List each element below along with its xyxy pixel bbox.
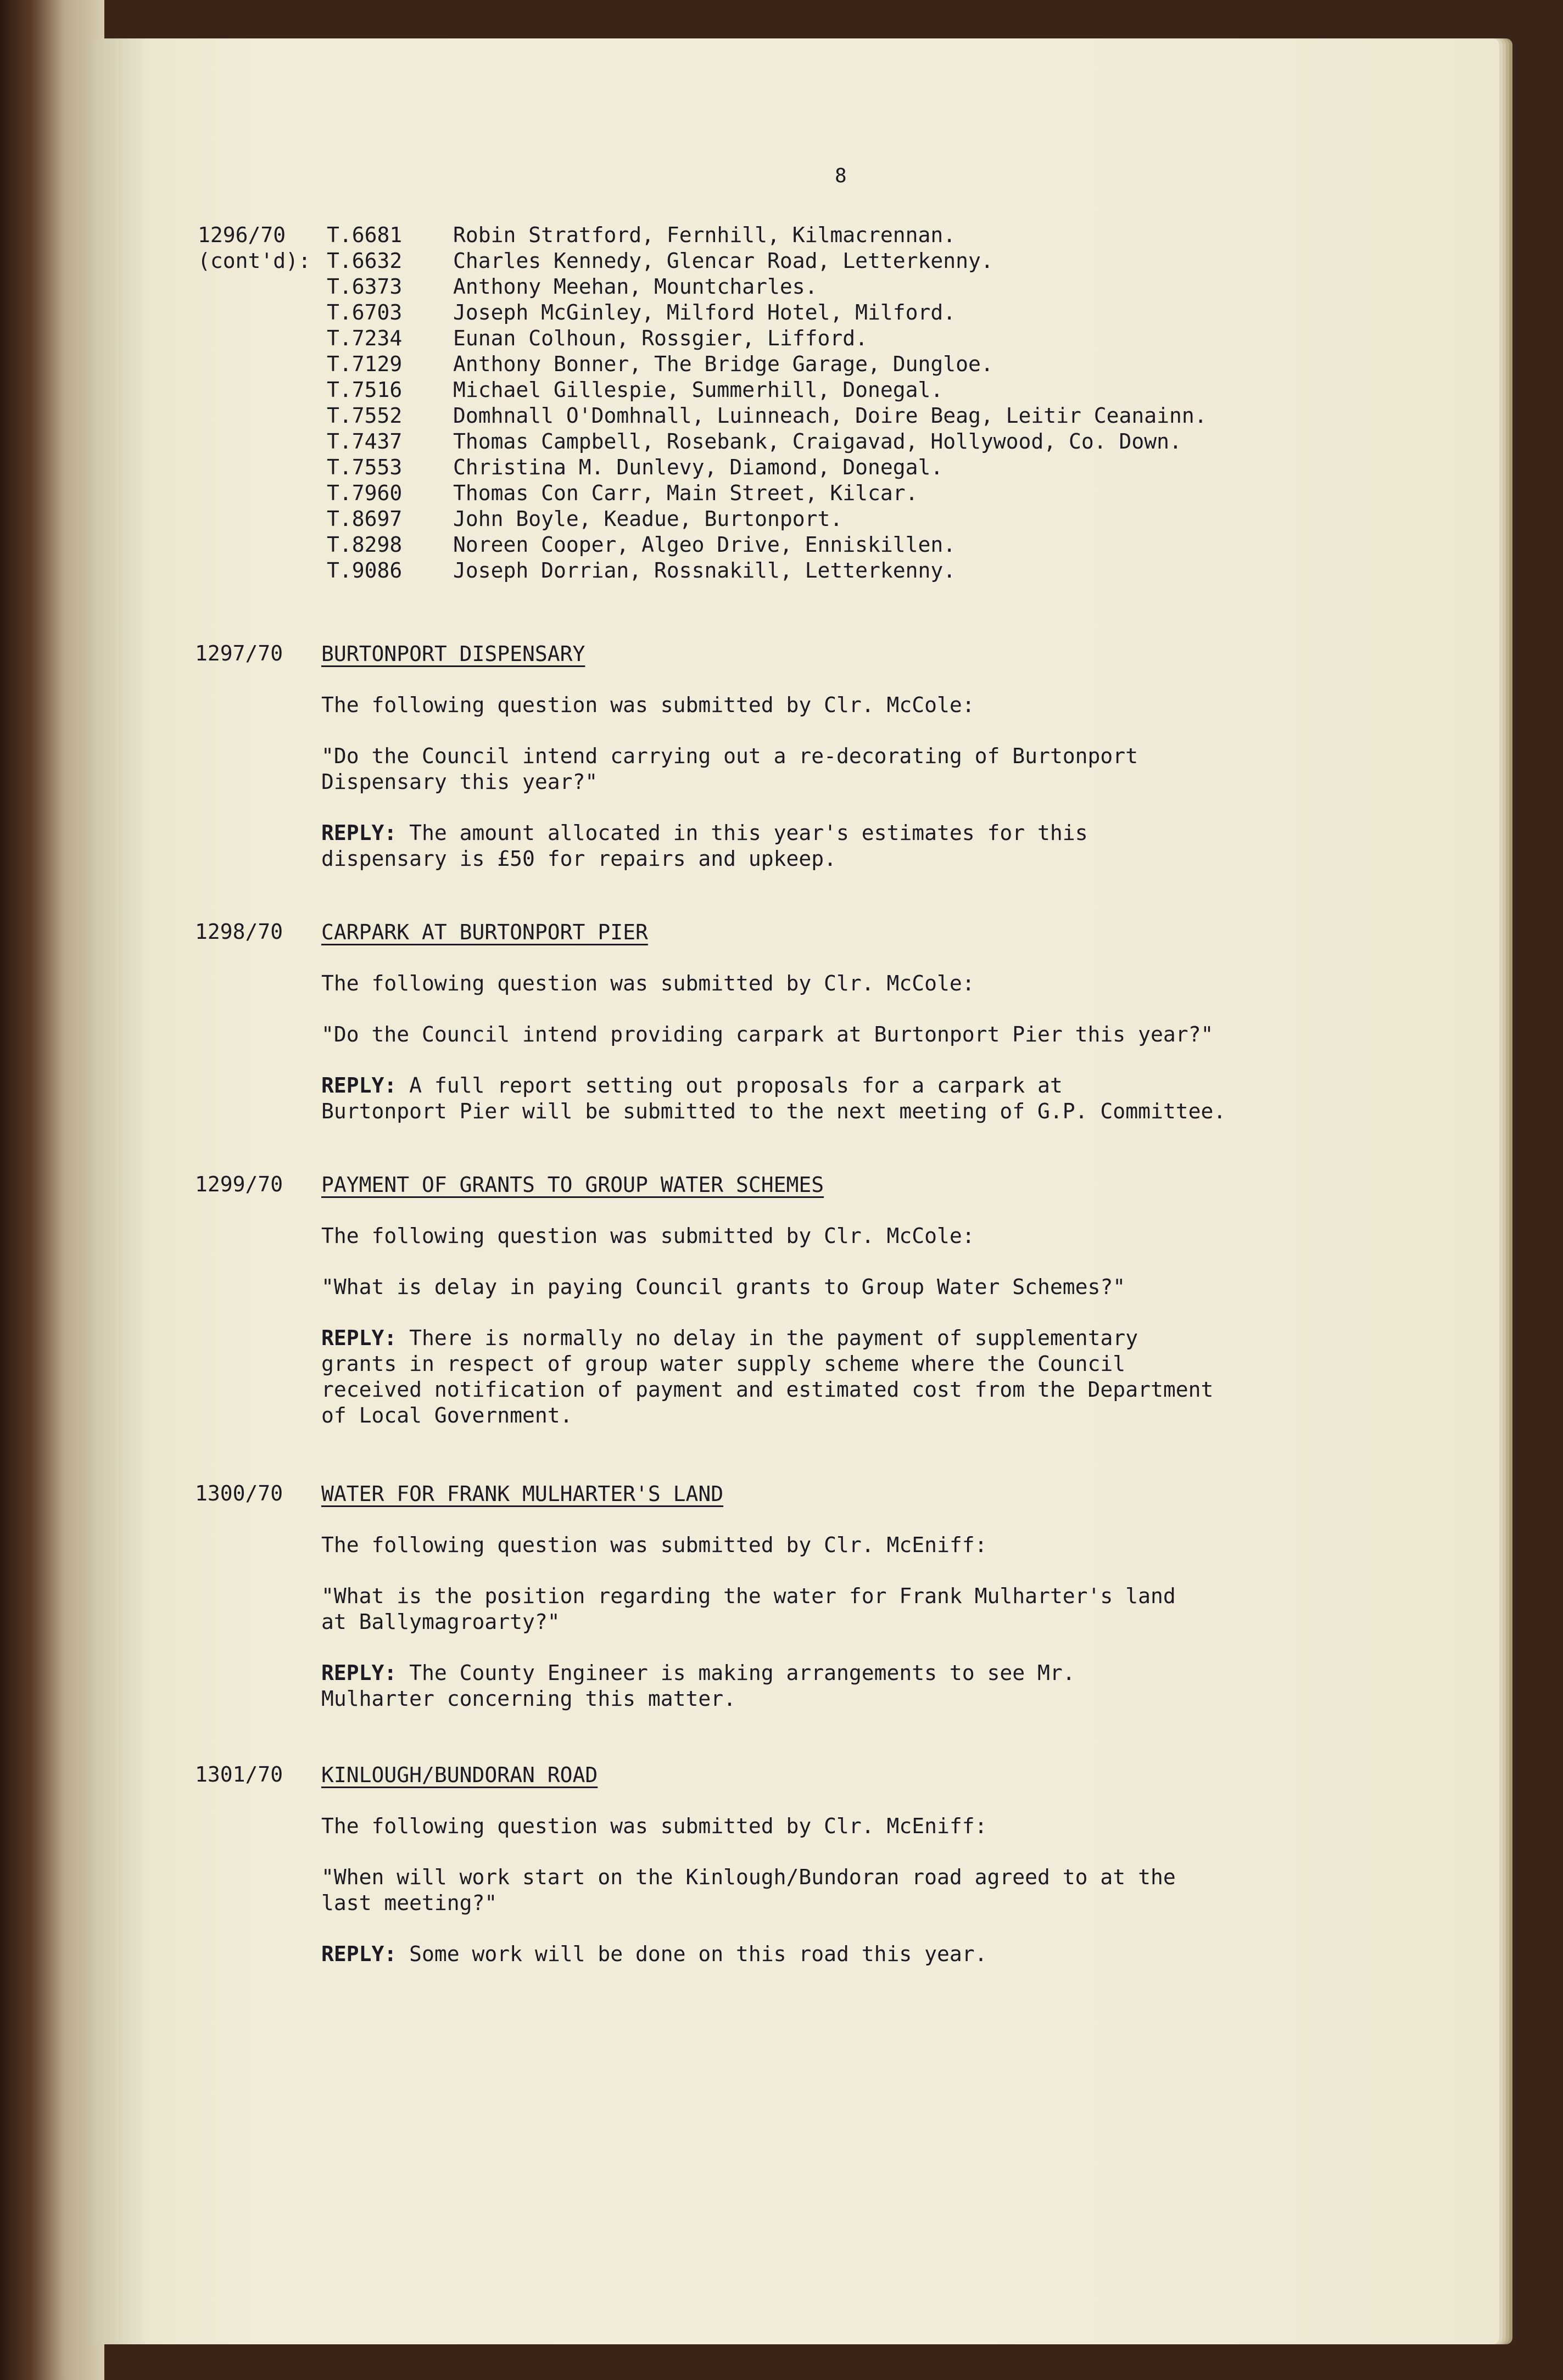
reference-number: T.7552 [327, 404, 403, 428]
list-item: Eunan Colhoun, Rossgier, Lifford. [453, 326, 868, 350]
item-heading: KINLOUGH/BUNDORAN ROAD [321, 1763, 598, 1787]
reply-paragraph [321, 1073, 1392, 1124]
list-item: Christina M. Dunlevy, Diamond, Donegal. [453, 455, 944, 479]
item-number: 1301/70 [195, 1762, 283, 1787]
item-number: 1300/70 [195, 1481, 283, 1505]
list-item: Thomas Con Carr, Main Street, Kilcar. [453, 481, 918, 505]
reply-text: The amount allocated in this year's estimates for this dispensary is £50 for repairs and upkeep. [321, 821, 1088, 871]
item-heading: BURTONPORT DISPENSARY [321, 642, 585, 666]
reference-number: T.7516 [327, 378, 403, 402]
question-intro: The following question was submitted by Clr. McEniff: [321, 1814, 987, 1838]
question-intro: The following question was submitted by Clr. McCole: [321, 971, 975, 995]
list-item: John Boyle, Keadue, Burtonport. [453, 507, 843, 531]
list-item: Anthony Meehan, Mountcharles. [453, 275, 818, 299]
reply-label: REPLY: [321, 821, 397, 845]
reference-number: T.6703 [327, 300, 403, 324]
list-item: Joseph McGinley, Milford Hotel, Milford. [453, 300, 956, 324]
reply-label: REPLY: [321, 1661, 397, 1685]
reply-text: The County Engineer is making arrangements to see Mr. Mulharter concerning this matter. [321, 1661, 1075, 1711]
reply-text: There is normally no delay in the payment of supplementary grants in respect of group water supply scheme where the Council received notification of payment and estimated cost from the Department of Local Government. [321, 1326, 1214, 1427]
reference-number: T.7553 [327, 455, 403, 479]
reply-label: REPLY: [321, 1073, 397, 1097]
list-item: Thomas Campbell, Rosebank, Craigavad, Hollywood, Co. Down. [453, 429, 1182, 453]
reply-text: Some work will be done on this road this year. [397, 1942, 987, 1966]
reply-paragraph [321, 1660, 1392, 1712]
reference-number: T.7129 [327, 352, 403, 376]
reference-number: T.7437 [327, 429, 403, 453]
continued-list [198, 222, 1406, 584]
continued-label: (cont'd): [198, 249, 311, 273]
reference-number: T.7960 [327, 481, 403, 505]
item-heading: CARPARK AT BURTONPORT PIER [321, 920, 648, 944]
question-text: "Do the Council intend providing carpark at Burtonport Pier this year?" [321, 1022, 1214, 1046]
page-number: 8 [835, 165, 847, 187]
book-binding [0, 0, 104, 2380]
list-item: Anthony Bonner, The Bridge Garage, Dungloe. [453, 352, 993, 376]
reference-number: T.6681 [327, 223, 403, 247]
item-number: 1297/70 [195, 641, 283, 665]
reference-number: T.8697 [327, 507, 403, 531]
reference-number: T.6632 [327, 249, 403, 273]
question-text: "What is the position regarding the water for Frank Mulharter's land at Ballymagroarty?" [321, 1584, 1176, 1634]
reference-number: T.9086 [327, 558, 403, 583]
list-item: Charles Kennedy, Glencar Road, Letterkenny. [453, 249, 993, 273]
question-intro: The following question was submitted by Clr. McEniff: [321, 1533, 987, 1557]
list-item: Michael Gillespie, Summerhill, Donegal. [453, 378, 944, 402]
question-intro: The following question was submitted by Clr. McCole: [321, 1224, 975, 1248]
reference-number: T.8298 [327, 533, 403, 557]
question-text: "What is delay in paying Council grants to Group Water Schemes?" [321, 1275, 1126, 1299]
item-heading: PAYMENT OF GRANTS TO GROUP WATER SCHEMES [321, 1173, 824, 1197]
question-text: "When will work start on the Kinlough/Bundoran road agreed to at the last meeting?" [321, 1865, 1176, 1915]
list-item: Joseph Dorrian, Rossnakill, Letterkenny. [453, 558, 956, 583]
list-item: Robin Stratford, Fernhill, Kilmacrennan. [453, 223, 956, 247]
item-number: 1299/70 [195, 1172, 283, 1196]
item-number: 1296/70 [198, 223, 286, 247]
question-intro: The following question was submitted by Clr. McCole: [321, 693, 975, 717]
list-item: Domhnall O'Domhnall, Luinneach, Doire Beag, Leitir Ceanainn. [453, 404, 1207, 428]
item-number: 1298/70 [195, 920, 283, 944]
list-item: Noreen Cooper, Algeo Drive, Enniskillen. [453, 533, 956, 557]
reference-number: T.7234 [327, 326, 403, 350]
item-heading: WATER FOR FRANK MULHARTER'S LAND [321, 1482, 724, 1506]
reply-label: REPLY: [321, 1942, 397, 1966]
reply-paragraph [321, 820, 1392, 872]
question-text: "Do the Council intend carrying out a re-decorating of Burtonport Dispensary this year?" [321, 744, 1138, 794]
reply-text: A full report setting out proposals for a carpark at Burtonport Pier will be submitted to the next meeting of G.P. Committee. [321, 1073, 1226, 1123]
reply-paragraph [321, 1941, 1392, 1967]
reply-label: REPLY: [321, 1326, 397, 1350]
reference-number: T.6373 [327, 275, 403, 299]
reply-paragraph [321, 1325, 1392, 1429]
